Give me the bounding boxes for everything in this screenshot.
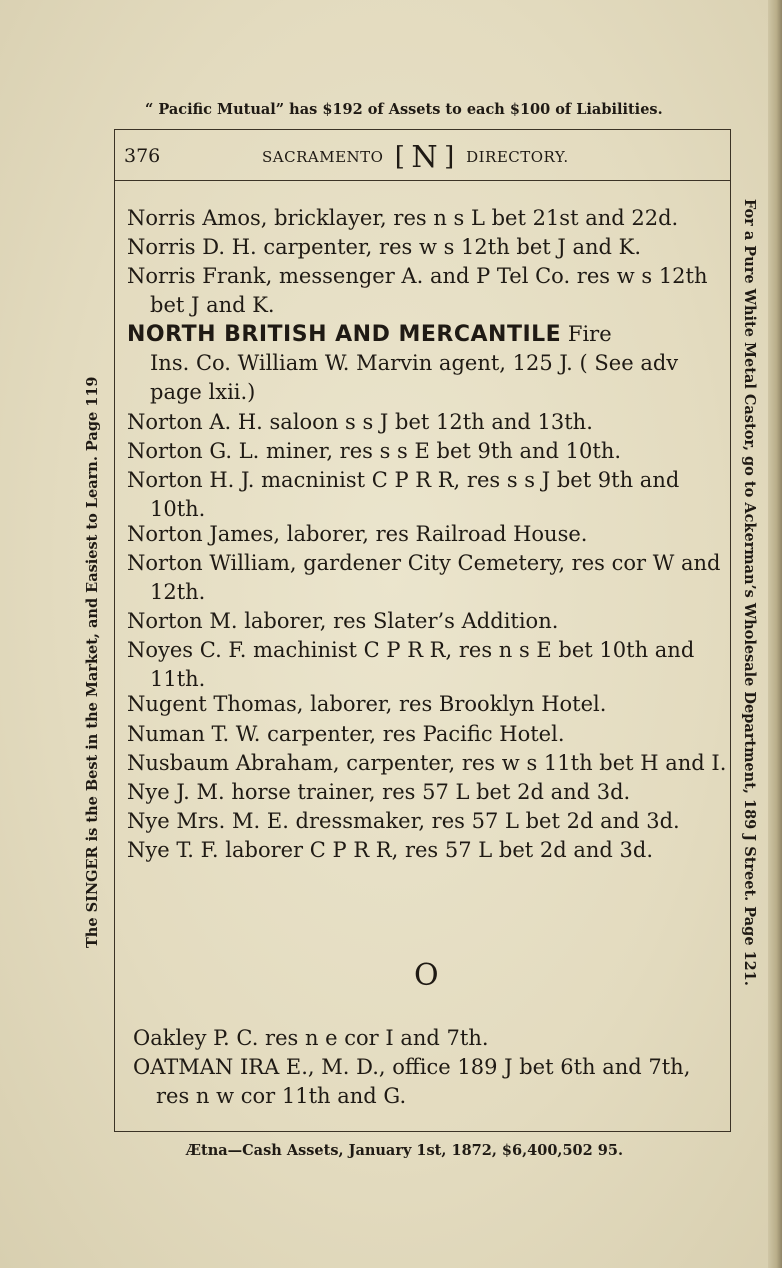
page-number: 376 [124,145,161,167]
directory-entry [127,520,727,549]
entry-line: Oakley P. C. res n e cor I and 7th. [133,1026,489,1050]
directory-entry [127,408,727,437]
directory-entry [133,1053,733,1111]
top-advertisement: “ Pacific Mutual” has $192 of Assets to each $100 of Liabilities. [145,101,663,118]
entry-continuation: 10th. [150,497,206,521]
running-head-city: SACRAMENTO [262,148,384,166]
entry-heading: NORTH BRITISH AND MERCANTILE [127,322,562,347]
right-side-advertisement: For a Pure White Metal Castor, go to Ackerman’s Wholesale Department, 189 J Street. Page 121. [741,199,758,986]
directory-entry [127,749,727,778]
running-head-letter: N [411,140,439,175]
entry-line: Nusbaum Abraham, carpenter, res w s 11th bet H and I. [127,751,727,775]
entry-line: Nye J. M. horse trainer, res 57 L bet 2d and 3d. [127,780,631,804]
open-bracket: [ [394,142,406,172]
entry-line: Noyes C. F. machinist C P R R, res n s E bet 10th and [127,638,695,662]
directory-entry [127,549,727,607]
page-edge [768,0,782,1268]
close-bracket: ] [444,142,455,172]
entry-line: Norton James, laborer, res Railroad House. [127,522,588,546]
directory-entry [133,1024,733,1053]
directory-entry [127,807,727,836]
directory-entry [127,233,727,262]
bottom-advertisement: Ætna—Cash Assets, January 1st, 1872, $6,400,502 95. [186,1142,624,1159]
entry-line: Norton H. J. macninist C P R R, res s s J bet 9th and [127,468,680,492]
entry-line: Numan T. W. carpenter, res Pacific Hotel. [127,722,565,746]
directory-entry [127,720,727,749]
directory-entry [127,320,727,407]
entry-continuation: page lxii.) [150,380,256,404]
entry-line: Norton William, gardener City Cemetery, res cor W and [127,551,721,575]
section-letter-heading: O [414,958,439,993]
directory-entry [127,262,727,320]
entry-line: Nye T. F. laborer C P R R, res 57 L bet 2d and 3d. [127,838,654,862]
directory-entry [127,778,727,807]
entry-continuation: bet J and K. [150,293,275,317]
directory-entry [127,466,727,524]
directory-entry [127,690,727,719]
entry-continuation: Ins. Co. William W. Marvin agent, 125 J. ( See adv [150,351,679,375]
entry-line: Nugent Thomas, laborer, res Brooklyn Hotel. [127,692,607,716]
directory-entry [127,607,727,636]
header-rule [114,180,731,181]
running-head [262,140,569,175]
directory-entry [127,437,727,466]
entry-continuation: 12th. [150,580,206,604]
directory-entry [127,204,727,233]
entry-line: Norton A. H. saloon s s J bet 12th and 13th. [127,410,593,434]
entry-line: Fire [561,322,612,346]
entry-line: Norris D. H. carpenter, res w s 12th bet J and K. [127,235,642,259]
entry-continuation: res n w cor 11th and G. [156,1084,407,1108]
entry-continuation: 11th. [150,667,206,691]
left-side-advertisement: The SINGER is the Best in the Market, and Easiest to Learn. Page 119 [84,376,101,948]
entry-line: Norris Frank, messenger A. and P Tel Co. res w s 12th [127,264,708,288]
directory-entry [127,836,727,865]
entry-line: Norris Amos, bricklayer, res n s L bet 21st and 22d. [127,206,679,230]
directory-entry [127,636,727,694]
running-head-title: DIRECTORY. [466,148,569,166]
entry-line: Norton M. laborer, res Slater’s Addition. [127,609,559,633]
entry-line: Nye Mrs. M. E. dressmaker, res 57 L bet 2d and 3d. [127,809,680,833]
entry-line: Norton G. L. miner, res s s E bet 9th and 10th. [127,439,622,463]
entry-line: OATMAN IRA E., M. D., office 189 J bet 6th and 7th, [133,1055,691,1079]
